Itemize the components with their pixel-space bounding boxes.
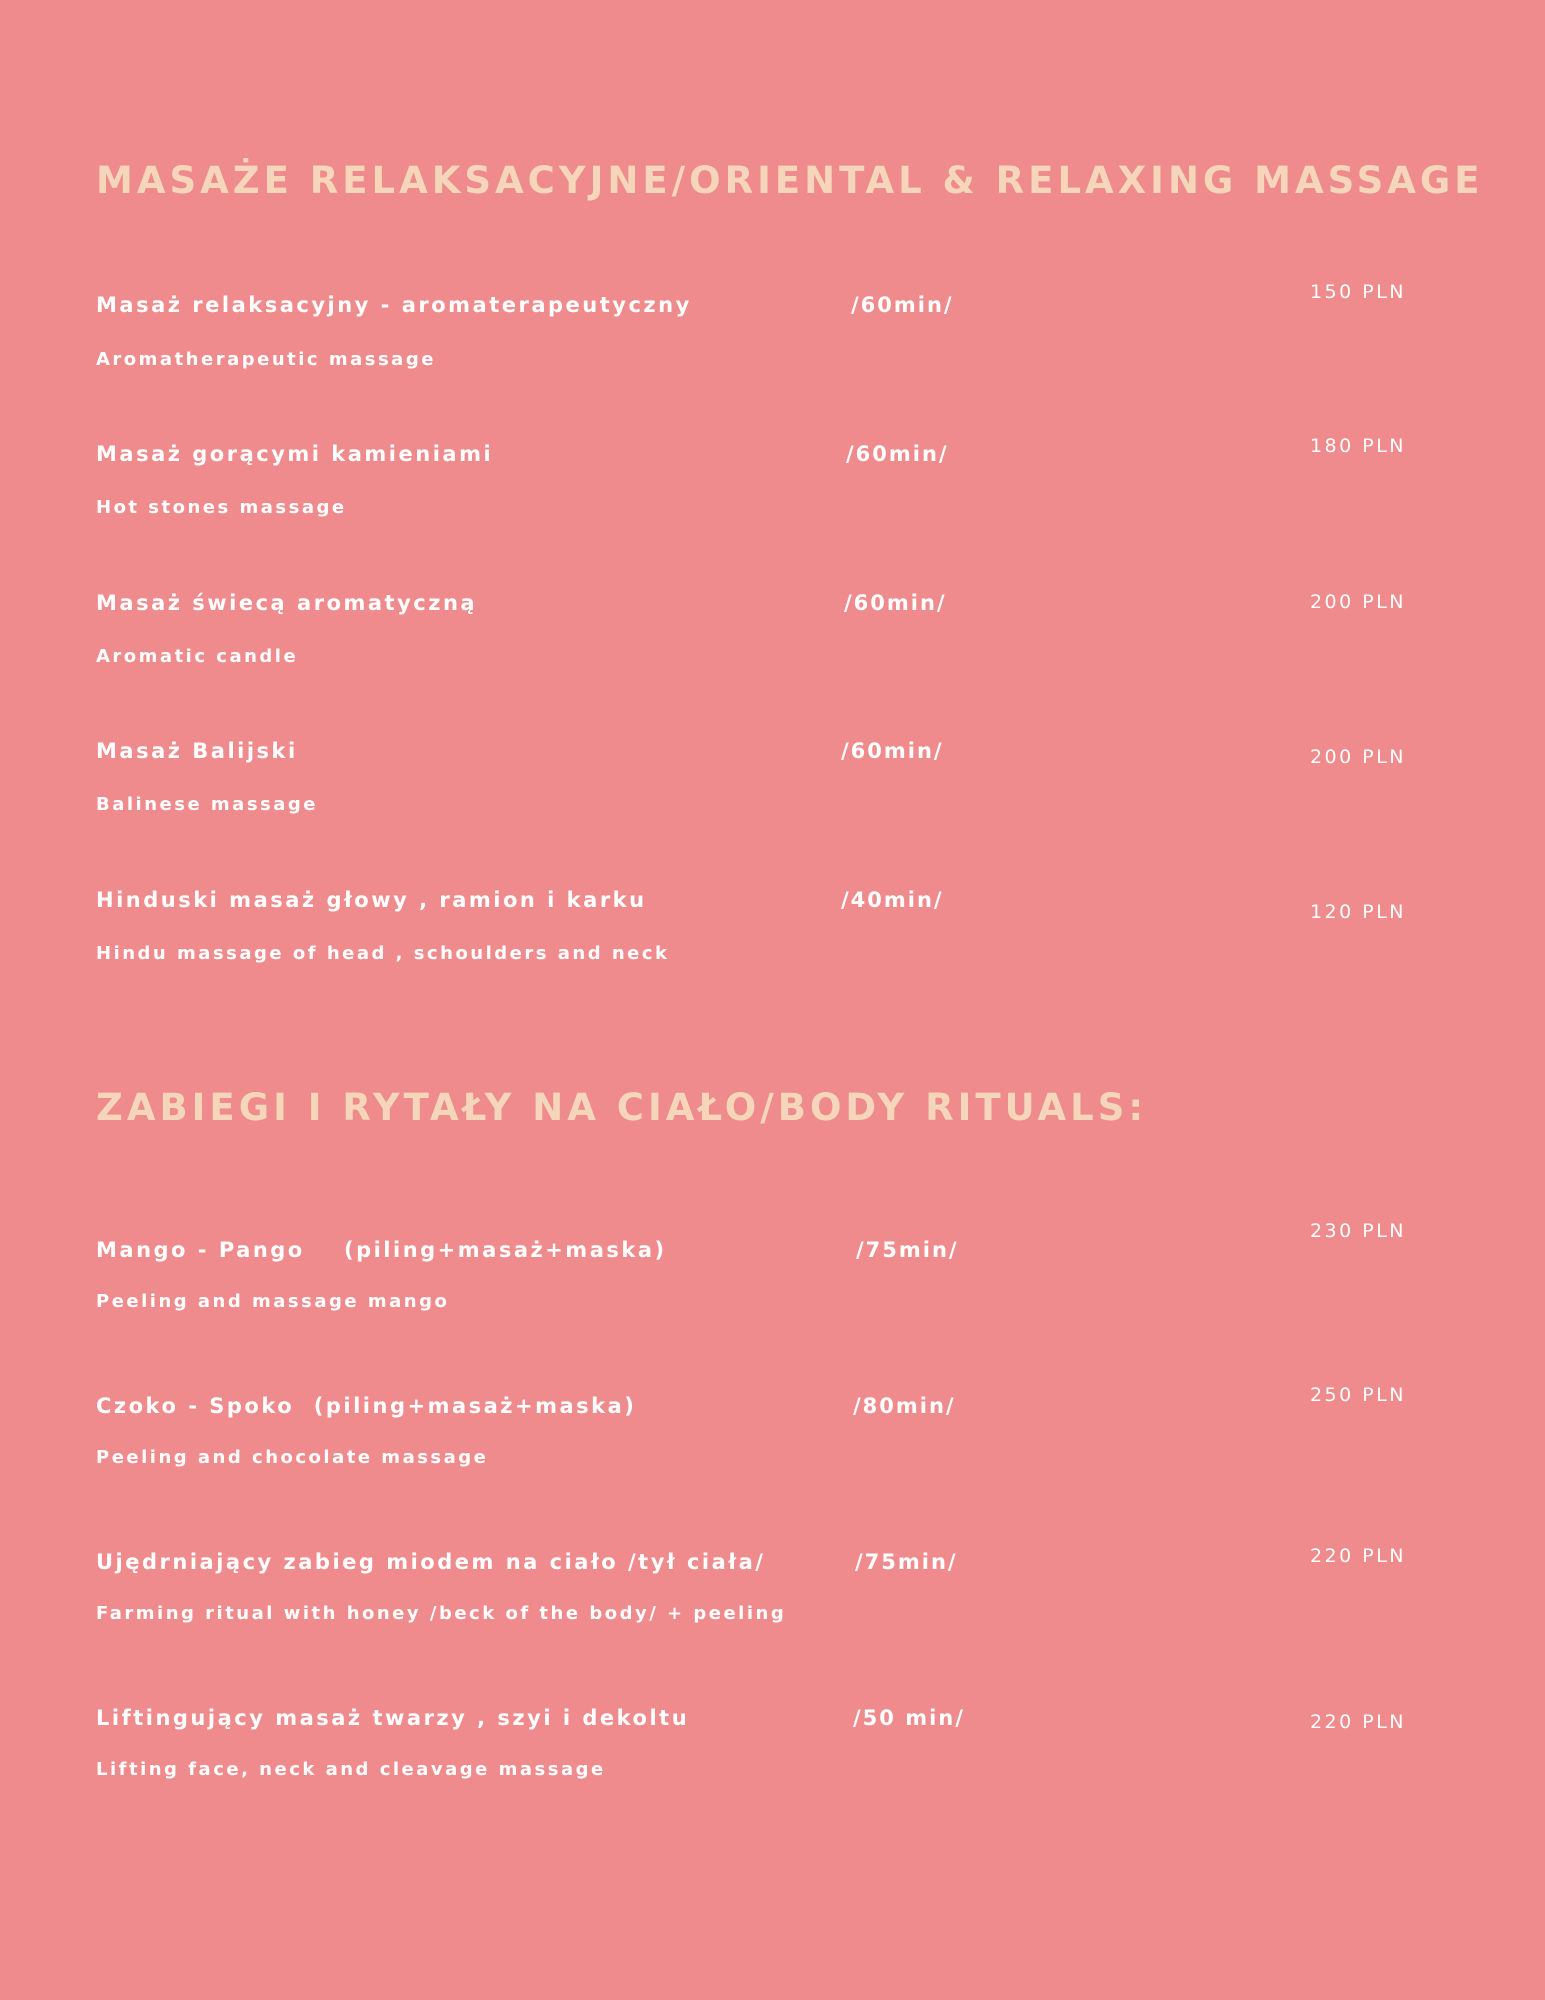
service-price: 180 PLN [1309,435,1406,457]
service-price: 120 PLN [1309,901,1406,923]
section-title-body-rituals: ZABIEGI I RYTAŁY NA CIAŁO/BODY RITUALS: [96,1086,1148,1129]
service-price: 200 PLN [1309,591,1406,613]
service-item [96,1384,1406,1516]
service-name: Ujędrniający zabieg miodem na ciało /tył ciała/ [96,1550,766,1574]
service-description: Lifting face, neck and cleavage massage [96,1759,606,1780]
service-duration: /60min/ [844,591,947,615]
service-description: Farming ritual with honey /beck of the body/ + peeling [96,1603,787,1624]
service-item [96,890,1406,1010]
service-description: Hindu massage of head , schoulders and neck [96,943,670,964]
service-name: Hinduski masaż głowy , ramion i karku [96,888,647,912]
section-title-relaxing-massage: MASAŻE RELAKSACYJNE/ORIENTAL & RELAXING MASSAGE [96,159,1484,202]
service-item [96,1220,1406,1360]
service-name: Masaż relaksacyjny - aromaterapeutyczny [96,293,692,317]
service-description: Peeling and massage mango [96,1291,450,1312]
service-description: Aromatic candle [96,646,299,667]
service-name: Mango - Pango (piling+masaż+maska) [96,1238,667,1262]
service-name: Masaż świecą aromatyczną [96,591,478,615]
service-item [96,1708,1406,1828]
service-duration: /60min/ [851,293,954,317]
service-price: 220 PLN [1309,1545,1406,1567]
service-duration: /40min/ [841,888,944,912]
service-name: Masaż gorącymi kamieniami [96,442,494,466]
service-item [96,281,1406,415]
service-description: Aromatherapeutic massage [96,349,436,370]
service-duration: /80min/ [853,1394,956,1418]
service-item [96,1545,1406,1672]
service-price: 200 PLN [1309,746,1406,768]
service-item [96,593,1406,713]
service-price: 250 PLN [1309,1384,1406,1406]
service-duration: /50 min/ [853,1706,965,1730]
service-duration: /60min/ [841,739,944,763]
service-duration: /75min/ [856,1238,959,1262]
service-name: Czoko - Spoko (piling+masaż+maska) [96,1394,637,1418]
service-description: Hot stones massage [96,497,347,518]
service-duration: /60min/ [846,442,949,466]
service-item [96,741,1406,861]
service-name: Masaż Balijski [96,739,298,763]
service-price: 150 PLN [1309,281,1406,303]
service-description: Balinese massage [96,794,318,815]
service-price: 220 PLN [1309,1711,1406,1733]
service-price: 230 PLN [1309,1220,1406,1242]
service-description: Peeling and chocolate massage [96,1447,489,1468]
service-name: Liftingujący masaż twarzy , szyi i dekoltu [96,1706,690,1730]
service-duration: /75min/ [855,1550,958,1574]
service-item [96,435,1406,564]
